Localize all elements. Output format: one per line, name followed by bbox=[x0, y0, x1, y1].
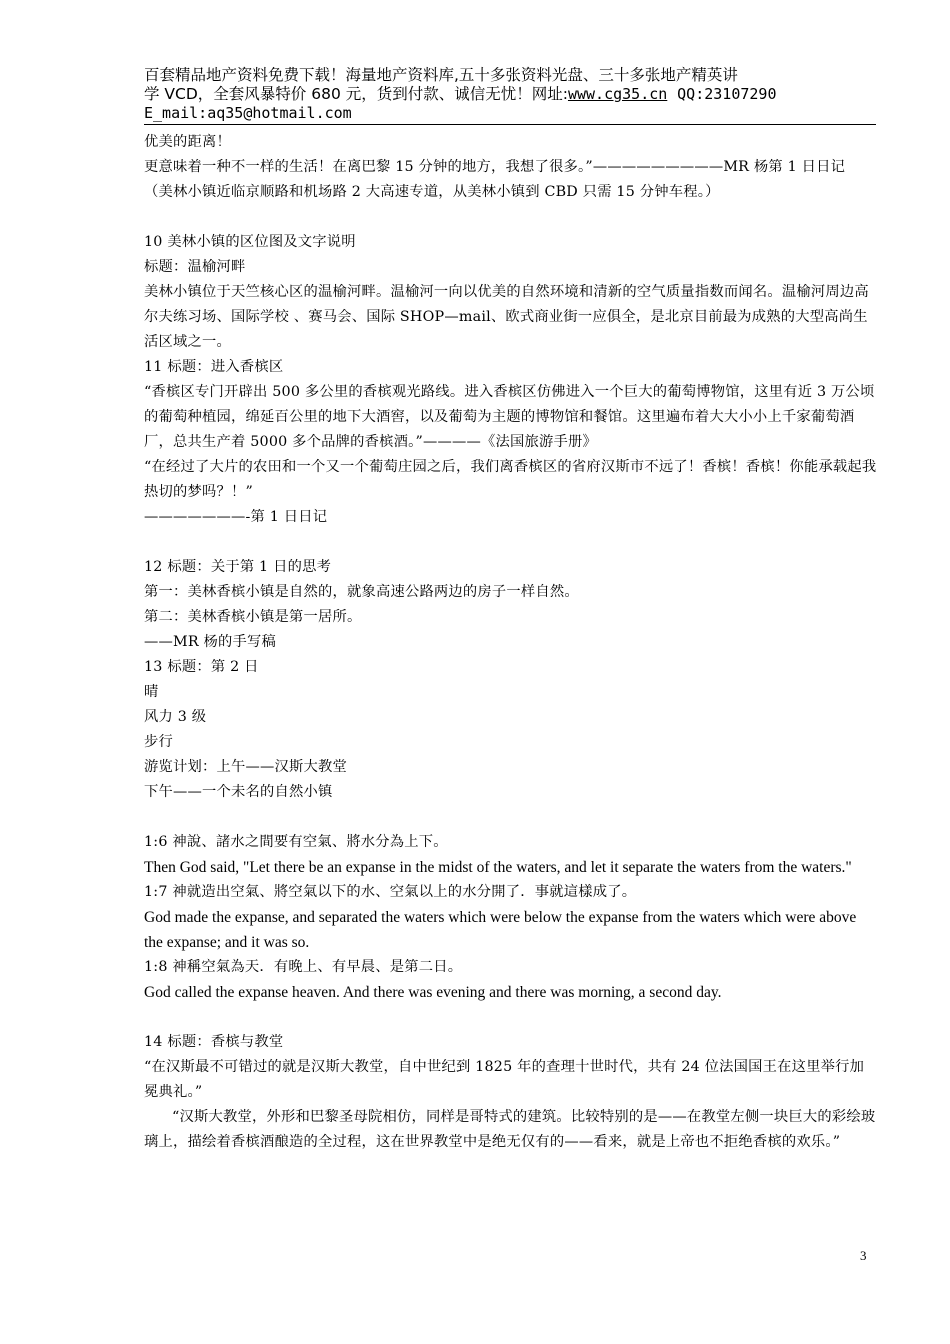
email-address: E_mail:aq35@hotmail.com bbox=[144, 104, 352, 122]
paragraph: “在经过了大片的农田和一个又一个葡萄庄园之后，我们离香槟区的省府汉斯市不远了！香槟！香槟！你能承载起我热切的梦吗？！” bbox=[144, 459, 877, 500]
paragraph: “香槟区专门开辟出 500 多公里的香槟观光路线。进入香槟区仿佛进入一个巨大的葡萄博物馆，这里有近 3 万公顷的葡萄种植园，绵延百公里的地下大酒窖，以及葡萄为主题的博物馆和餐馆。这里遍布着大大小小上千家葡萄酒厂，总共生产着 5000 多个品牌的香槟酒。”————《法国旅游手册》 bbox=[144, 384, 875, 450]
document-body bbox=[144, 130, 878, 1155]
section-heading: 13 标题：第 2 日 bbox=[144, 659, 259, 675]
scripture-verse-english: God called the expanse heaven. And there was evening and there was morning, a second day. bbox=[144, 984, 722, 1001]
section-heading: 10 美林小镇的区位图及文字说明 bbox=[144, 234, 356, 250]
scripture-verse: 1:7 神就造出空氣、將空氣以下的水、空氣以上的水分開了．事就這樣成了。 bbox=[144, 884, 637, 900]
website-link[interactable]: www.cg35.cn bbox=[567, 85, 668, 103]
header-line-2 bbox=[144, 85, 876, 104]
paragraph: ——MR 杨的手写稿 bbox=[144, 634, 277, 650]
paragraph: 标题：温榆河畔 bbox=[144, 259, 246, 275]
scripture-verse-english: Then God said, "Let there be an expanse in the midst of the waters, and let it separate the waters from the waters." bbox=[144, 859, 852, 876]
paragraph: 更意味着一种不一样的生活！在离巴黎 15 分钟的地方，我想了很多。”—————————MR 杨第 1 日日记 bbox=[144, 159, 846, 175]
blank-line bbox=[144, 1005, 878, 1030]
paragraph: “汉斯大教堂，外形和巴黎圣母院相仿，同样是哥特式的建筑。比较特别的是——在教堂左侧一块巨大的彩绘玻璃上，描绘着香槟酒酿造的全过程，这在世界教堂中是绝无仅有的——看来，就是上帝也不拒绝香槟的欢乐。” bbox=[144, 1109, 876, 1150]
qq-number: QQ:23107290 bbox=[677, 85, 777, 103]
scripture-verse: 1:8 神稱空氣為天．有晚上、有早晨、是第二日。 bbox=[144, 959, 463, 975]
paragraph: 下午——一个未名的自然小镇 bbox=[144, 784, 333, 800]
scripture-verse: 1:6 神說、諸水之間要有空氣、將水分為上下。 bbox=[144, 834, 448, 850]
paragraph: 晴 bbox=[144, 684, 159, 700]
header-line-1: 百套精品地产资料免费下载！海量地产资料库,五十多张资料光盘、三十多张地产精英讲 bbox=[144, 66, 738, 84]
section-heading: 11 标题：进入香槟区 bbox=[144, 359, 284, 375]
paragraph: （美林小镇近临京顺路和机场路 2 大高速专道，从美林小镇到 CBD 只需 15 分钟车程。） bbox=[144, 184, 720, 200]
blank-line bbox=[144, 205, 878, 230]
paragraph: 风力 3 级 bbox=[144, 709, 207, 725]
paragraph: 游览计划：上午——汉斯大教堂 bbox=[144, 759, 347, 775]
paragraph: ———————-第 1 日日记 bbox=[144, 509, 328, 525]
paragraph: 第一：美林香槟小镇是自然的，就象高速公路两边的房子一样自然。 bbox=[144, 584, 579, 600]
page-number: 3 bbox=[860, 1248, 867, 1263]
paragraph: “在汉斯最不可错过的就是汉斯大教堂，自中世纪到 1825 年的查理十世时代，共有 24 位法国国王在这里举行加冕典礼。” bbox=[144, 1059, 865, 1100]
page-header bbox=[144, 66, 876, 125]
paragraph: 美林小镇位于天竺核心区的温榆河畔。温榆河一向以优美的自然环境和清新的空气质量指数而闻名。温榆河周边高尔夫练习场、国际学校 、赛马会、国际 SHOP—mail、欧式商业街一应俱全，是北京目前最为成熟的大型高尚生活区域之一。 bbox=[144, 284, 869, 350]
section-heading: 12 标题：关于第 1 日的思考 bbox=[144, 559, 332, 575]
paragraph: 步行 bbox=[144, 734, 173, 750]
paragraph: 第二：美林香槟小镇是第一居所。 bbox=[144, 609, 362, 625]
section-heading: 14 标题：香槟与教堂 bbox=[144, 1034, 284, 1050]
blank-line bbox=[144, 805, 878, 830]
scripture-verse-english: God made the expanse, and separated the waters which were below the expanse from the waters which were above the expanse; and it was so. bbox=[144, 909, 857, 951]
paragraph: 优美的距离！ bbox=[144, 134, 231, 150]
blank-line bbox=[144, 530, 878, 555]
header-promo-text: 学 VCD，全套风暴特价 680 元，货到付款、诚信无忧！网址: bbox=[144, 85, 568, 103]
